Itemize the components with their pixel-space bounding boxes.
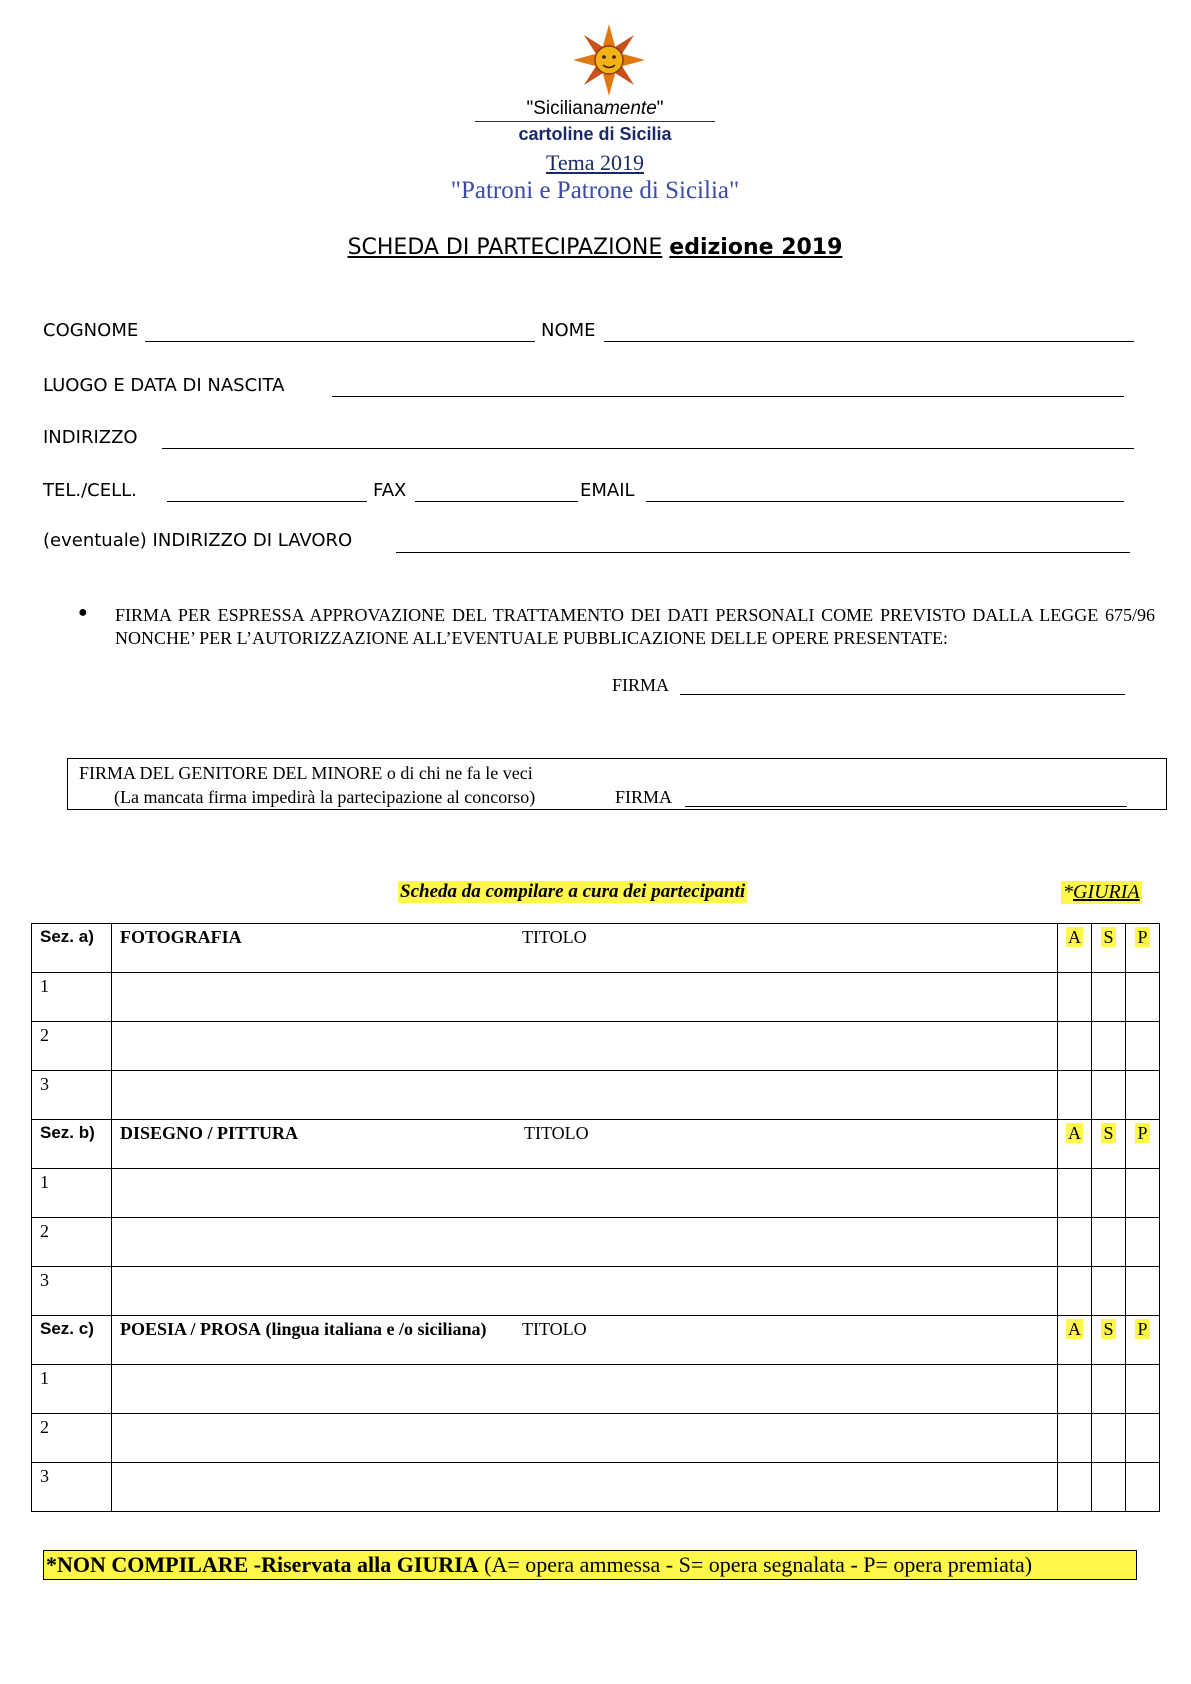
privacy-text: FIRMA PER ESPRESSA APPROVAZIONE DEL TRATTAMENTO DEI DATI PERSONALI COME PREVISTO DALLA LEGGE 675/96 NONCHE’ PER L’AUTORIZZAZIONE ALL’EVENTUALE PUBBLICAZIONE DELLE OPERE PRESENTATE: [115,605,1155,648]
jury-col-letter: A [1068,927,1081,947]
jury-mark-cell [1058,1267,1092,1316]
entry-title-cell[interactable] [112,973,1058,1022]
org-name: "Sicilianamente" [475,98,715,122]
jury-mark-cell [1126,1218,1160,1267]
tel-label: TEL./CELL. [43,480,137,501]
table-row [32,1267,1160,1316]
jury-mark-cell [1058,1463,1092,1512]
table-title: Scheda da compilare a cura dei partecipanti [400,881,746,902]
section-header-row [32,1316,1160,1365]
luogo-data-line[interactable] [332,396,1124,397]
jury-col-letter: S [1103,1319,1114,1339]
entry-title-cell[interactable] [112,1169,1058,1218]
jury-mark-cell [1058,1071,1092,1120]
nome-label: NOME [541,320,596,341]
section-title-extra: (lingua italiana e /o siciliana) [265,1319,487,1339]
jury-col-letter: P [1137,1319,1148,1339]
jury-mark-cell [1092,1218,1126,1267]
row-number: 3 [32,1463,112,1512]
row-number: 1 [32,1169,112,1218]
titolo-label: TITOLO [522,927,587,947]
luogo-data-label: LUOGO E DATA DI NASCITA [43,375,285,396]
theme-title: "Patroni e Patrone di Sicilia" [450,177,740,204]
cognome-line[interactable] [145,341,535,342]
jury-col-header [1126,924,1160,973]
fax-line[interactable] [415,501,578,502]
jury-mark-cell [1126,1414,1160,1463]
section-title-cell [112,1316,1058,1365]
jury-col-header [1126,1120,1160,1169]
section-title-cell [112,1120,1058,1169]
row-number: 2 [32,1022,112,1071]
jury-mark-cell [1092,1022,1126,1071]
jury-mark-cell [1126,973,1160,1022]
giuria-label: *GIURIA [1063,881,1140,903]
footer-jury-note: *NON COMPILARE -Riservata alla GIURIA (A= opera ammessa - S= opera segnalata - P= opera premiata) [43,1550,1137,1580]
jury-mark-cell [1126,1169,1160,1218]
indirizzo-label: INDIRIZZO [43,427,138,448]
tema-year: Tema 2019 [545,150,645,175]
titolo-label: TITOLO [524,1123,589,1143]
indirizzo-lavoro-label: (eventuale) INDIRIZZO DI LAVORO [43,530,353,551]
table-row [32,1022,1160,1071]
jury-col-header [1058,1120,1092,1169]
jury-mark-cell [1092,1414,1126,1463]
titolo-label: TITOLO [522,1319,587,1339]
bullet-icon: ● [78,604,88,621]
section-header-row [32,1120,1160,1169]
jury-mark-cell [1058,1414,1092,1463]
jury-col-letter: S [1103,927,1114,947]
form-title: SCHEDA DI PARTECIPAZIONE edizione 2019 [347,235,843,260]
parent-line1: FIRMA DEL GENITORE DEL MINORE o di chi ne fa le veci [79,763,533,783]
row-number: 1 [32,1365,112,1414]
org-subtitle: cartoline di Sicilia [518,124,672,144]
indirizzo-lavoro-line[interactable] [396,552,1130,553]
row-number: 2 [32,1218,112,1267]
jury-mark-cell [1058,1365,1092,1414]
jury-mark-cell [1126,1022,1160,1071]
jury-mark-cell [1092,1071,1126,1120]
cognome-label: COGNOME [43,320,139,341]
jury-mark-cell [1092,1463,1126,1512]
entry-title-cell[interactable] [112,1022,1058,1071]
parent-line2: (La mancata firma impedirà la partecipazione al concorso) [114,787,536,807]
section-header-row [32,924,1160,973]
section-title: POESIA / PROSA [120,1319,262,1339]
row-number: 2 [32,1414,112,1463]
jury-mark-cell [1092,1365,1126,1414]
row-number: 3 [32,1267,112,1316]
jury-col-letter: P [1137,927,1148,947]
sun-logo-icon [574,22,644,98]
jury-col-header [1126,1316,1160,1365]
jury-mark-cell [1058,1022,1092,1071]
table-row [32,1463,1160,1512]
row-number: 1 [32,973,112,1022]
jury-col-header [1058,924,1092,973]
table-row [32,1169,1160,1218]
jury-mark-cell [1126,1267,1160,1316]
section-label: Sez. c) [32,1316,112,1365]
section-label: Sez. a) [32,924,112,973]
table-row [32,1071,1160,1120]
section-title: FOTOGRAFIA [120,927,242,947]
entry-title-cell[interactable] [112,1267,1058,1316]
nome-line[interactable] [604,341,1134,342]
email-line[interactable] [646,501,1124,502]
table-row [32,1218,1160,1267]
entries-table [31,923,1160,1512]
privacy-firma-line[interactable] [680,694,1125,695]
tel-line[interactable] [167,501,367,502]
parent-firma-label: FIRMA [615,787,673,807]
jury-mark-cell [1058,1169,1092,1218]
section-title-cell [112,924,1058,973]
jury-col-letter: S [1103,1123,1114,1143]
jury-col-header [1092,1316,1126,1365]
entry-title-cell[interactable] [112,1414,1058,1463]
indirizzo-line[interactable] [162,448,1134,449]
jury-mark-cell [1126,1463,1160,1512]
section-title: DISEGNO / PITTURA [120,1123,299,1143]
jury-mark-cell [1058,1218,1092,1267]
entry-title-cell[interactable] [112,1463,1058,1512]
entry-title-cell[interactable] [112,1365,1058,1414]
fax-label: FAX [373,480,407,501]
section-label: Sez. b) [32,1120,112,1169]
jury-mark-cell [1092,1169,1126,1218]
jury-mark-cell [1092,1267,1126,1316]
entry-title-cell[interactable] [112,1071,1058,1120]
jury-col-header [1092,1120,1126,1169]
email-label: EMAIL [580,480,635,501]
table-row [32,1414,1160,1463]
parent-firma-line[interactable] [685,806,1127,807]
jury-col-letter: P [1137,1123,1148,1143]
jury-mark-cell [1126,1365,1160,1414]
jury-mark-cell [1126,1071,1160,1120]
privacy-firma-label: FIRMA [612,675,670,695]
table-row [32,1365,1160,1414]
table-row [32,973,1160,1022]
jury-col-header [1058,1316,1092,1365]
jury-col-letter: A [1068,1319,1081,1339]
jury-col-header [1092,924,1126,973]
jury-col-letter: A [1068,1123,1081,1143]
entry-title-cell[interactable] [112,1218,1058,1267]
row-number: 3 [32,1071,112,1120]
jury-mark-cell [1092,973,1126,1022]
jury-mark-cell [1058,973,1092,1022]
